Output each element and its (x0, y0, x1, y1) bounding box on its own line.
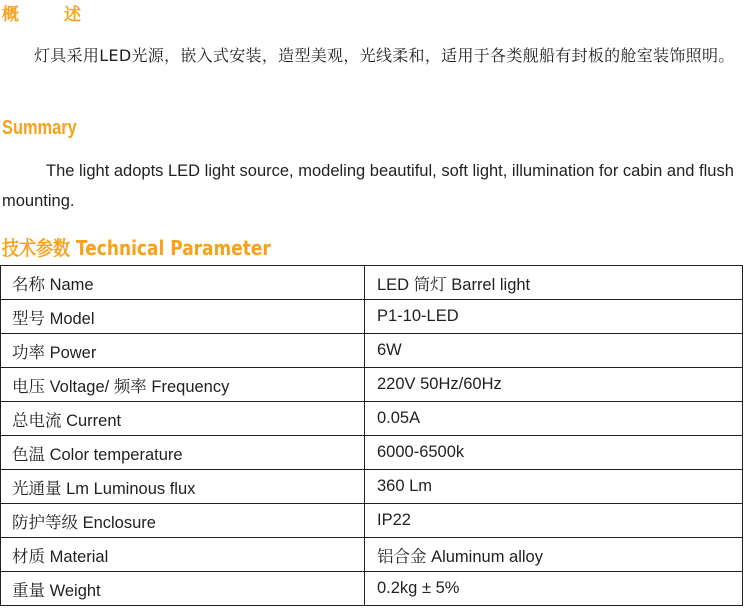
table-row (1, 572, 743, 606)
param-value: 6W (365, 334, 743, 368)
param-label: 型号 Model (1, 300, 365, 334)
summary-text: The light adopts LED light source, modeling beautiful, soft light, illumination for cabin and flush mounting. (2, 162, 734, 210)
table-row (1, 402, 743, 436)
param-label: 材质 Material (1, 538, 365, 572)
param-value: 220V 50Hz/60Hz (365, 368, 743, 402)
table-row (1, 368, 743, 402)
param-value: LED 筒灯 Barrel light (365, 266, 743, 300)
param-value: 360 Lm (365, 470, 743, 504)
param-value: 6000-6500k (365, 436, 743, 470)
technical-parameter-table (0, 265, 743, 606)
param-label: 色温 Color temperature (1, 436, 365, 470)
param-label: 总电流 Current (1, 402, 365, 436)
table-row (1, 334, 743, 368)
technical-parameter-heading: 技术参数 Technical Parameter (2, 236, 271, 260)
summary-heading: Summary (2, 117, 77, 139)
table-row (1, 300, 743, 334)
table-row (1, 436, 743, 470)
param-label: 功率 Power (1, 334, 365, 368)
param-value: 铝合金 Aluminum alloy (365, 538, 743, 572)
param-label: 名称 Name (1, 266, 365, 300)
table-row (1, 538, 743, 572)
param-label: 防护等级 Enclosure (1, 504, 365, 538)
table-row (1, 266, 743, 300)
param-label: 电压 Voltage/ 频率 Frequency (1, 368, 365, 402)
param-value: P1-10-LED (365, 300, 743, 334)
param-value: 0.2kg ± 5% (365, 572, 743, 606)
overview-text: 灯具采用LED光源，嵌入式安装，造型美观，光线柔和，适用于各类舰船有封板的舱室装饰照明。 (34, 46, 735, 65)
param-label: 重量 Weight (1, 572, 365, 606)
overview-heading: 概 述 (2, 5, 95, 25)
param-value: IP22 (365, 504, 743, 538)
param-label: 光通量 Lm Luminous flux (1, 470, 365, 504)
table-row (1, 470, 743, 504)
table-row (1, 504, 743, 538)
param-value: 0.05A (365, 402, 743, 436)
